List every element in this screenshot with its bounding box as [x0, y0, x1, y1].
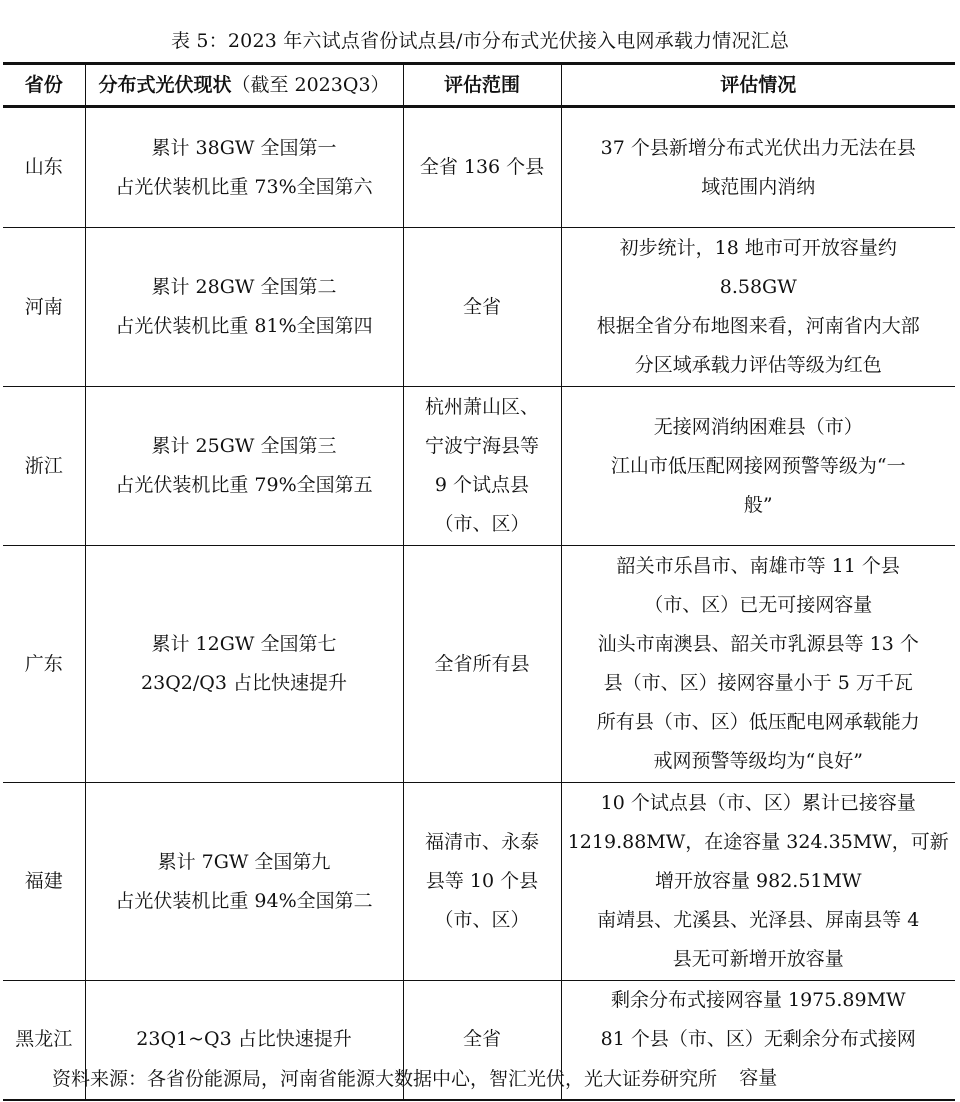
assessment-line: 10 个试点县（市、区）累计已接容量 — [600, 792, 916, 814]
header-province: 省份 — [3, 64, 85, 107]
assessment-line: 81 个县（市、区）无剩余分布式接网 — [600, 1028, 916, 1051]
scope-line: 全省 — [462, 1028, 501, 1051]
cell-status — [85, 387, 403, 546]
scope-line: 全省 — [462, 295, 501, 318]
cell-assessment — [561, 228, 955, 387]
header-status-main: 分布式光伏现状 — [98, 73, 232, 96]
status-line: 占光伏装机比重 94%全国第二 — [115, 889, 373, 912]
assessment-line: 初步统计，18 地市可开放容量约 — [619, 237, 897, 259]
scope-line: （市、区） — [434, 909, 530, 931]
status-line: 23Q1~Q3 占比快速提升 — [136, 1028, 352, 1051]
assessment-line: 江山市低压配网接网预警等级为“一 — [610, 454, 906, 477]
cell-scope — [403, 107, 561, 228]
cell-province: 黑龙江 — [3, 981, 85, 1100]
table-title: 表 5：2023 年六试点省份试点县/市分布式光伏接入电网承载力情况汇总 — [170, 30, 790, 52]
source-note: 资料来源：各省份能源局，河南省能源大数据中心，智汇光伏，光大证券研究所 — [52, 1068, 718, 1090]
assessment-line: 根据全省分布地图来看，河南省内大部 — [596, 315, 920, 337]
assessment-line: 无接网消纳困难县（市） — [653, 415, 863, 438]
header-status-note: （截至 2023Q3） — [231, 73, 390, 96]
scope-line: 9 个试点县 — [434, 474, 530, 496]
cell-province: 河南 — [3, 228, 85, 387]
assessment-line: 南靖县、尤溪县、光泽县、屏南县等 4 — [597, 909, 920, 931]
assessment-line: 县（市、区）接网容量小于 5 万千瓦 — [603, 672, 913, 694]
table-body — [3, 107, 955, 1100]
cell-status — [85, 783, 403, 981]
assessment-line: 37 个县新增分布式光伏出力无法在县 — [600, 136, 916, 159]
cell-scope — [403, 387, 561, 546]
status-line: 累计 12GW 全国第七 — [151, 633, 337, 655]
assessment-line: （市、区）已无可接网容量 — [644, 594, 873, 616]
table-row — [3, 546, 955, 783]
cell-province: 广东 — [3, 546, 85, 783]
assessment-line: 汕头市南澳县、韶关市乳源县等 13 个 — [597, 633, 919, 655]
scope-line: 县等 10 个县 — [425, 870, 539, 892]
header-assessment: 评估情况 — [561, 64, 955, 107]
cell-province: 浙江 — [3, 387, 85, 546]
status-line: 累计 7GW 全国第九 — [157, 850, 331, 873]
assessment-line: 1219.88MW，在途容量 324.35MW，可新 — [567, 831, 949, 853]
cell-scope — [403, 228, 561, 387]
assessment-line: 增开放容量 982.51MW — [654, 870, 862, 892]
assessment-line: 般” — [743, 493, 773, 516]
assessment-line: 域范围内消纳 — [701, 175, 816, 198]
assessment-line: 8.58GW — [719, 276, 797, 298]
assessment-line: 韶关市乐昌市、南雄市等 11 个县 — [616, 555, 900, 577]
assessment-line: 县无可新增开放容量 — [672, 948, 844, 970]
scope-line: 宁波宁海县等 — [424, 435, 539, 457]
assessment-line: 戒网预警等级均为“良好” — [653, 750, 863, 772]
cell-status — [85, 107, 403, 228]
assessment-line: 容量 — [739, 1067, 778, 1090]
status-line: 占光伏装机比重 73%全国第六 — [115, 175, 373, 198]
cell-scope — [403, 546, 561, 783]
table-row — [3, 107, 955, 228]
status-line: 占光伏装机比重 81%全国第四 — [115, 315, 373, 337]
cell-assessment — [561, 783, 955, 981]
table-row — [3, 783, 955, 981]
scope-line: 全省所有县 — [434, 652, 530, 675]
status-line: 23Q2/Q3 占比快速提升 — [141, 672, 347, 694]
capacity-summary-table — [3, 62, 955, 1101]
cell-scope — [403, 783, 561, 981]
table-row — [3, 387, 955, 546]
table-row — [3, 228, 955, 387]
header-scope: 评估范围 — [403, 64, 561, 107]
cell-status — [85, 546, 403, 783]
cell-province: 福建 — [3, 783, 85, 981]
scope-line: 福清市、永泰 — [424, 831, 539, 853]
cell-province: 山东 — [3, 107, 85, 228]
status-line: 累计 25GW 全国第三 — [151, 435, 337, 457]
scope-line: 杭州萧山区、 — [424, 396, 539, 418]
status-line: 占光伏装机比重 79%全国第五 — [115, 474, 373, 496]
table-header-row — [3, 64, 955, 107]
cell-assessment — [561, 387, 955, 546]
scope-line: （市、区） — [434, 513, 530, 535]
assessment-line: 剩余分布式接网容量 1975.89MW — [610, 989, 906, 1012]
cell-assessment — [561, 546, 955, 783]
status-line: 累计 28GW 全国第二 — [151, 276, 337, 298]
status-line: 累计 38GW 全国第一 — [151, 136, 337, 159]
header-status — [85, 64, 403, 107]
cell-assessment — [561, 107, 955, 228]
cell-status — [85, 228, 403, 387]
assessment-line: 所有县（市、区）低压配电网承载能力 — [596, 711, 920, 733]
assessment-line: 分区域承载力评估等级为红色 — [634, 354, 882, 376]
scope-line: 全省 136 个县 — [419, 156, 545, 178]
